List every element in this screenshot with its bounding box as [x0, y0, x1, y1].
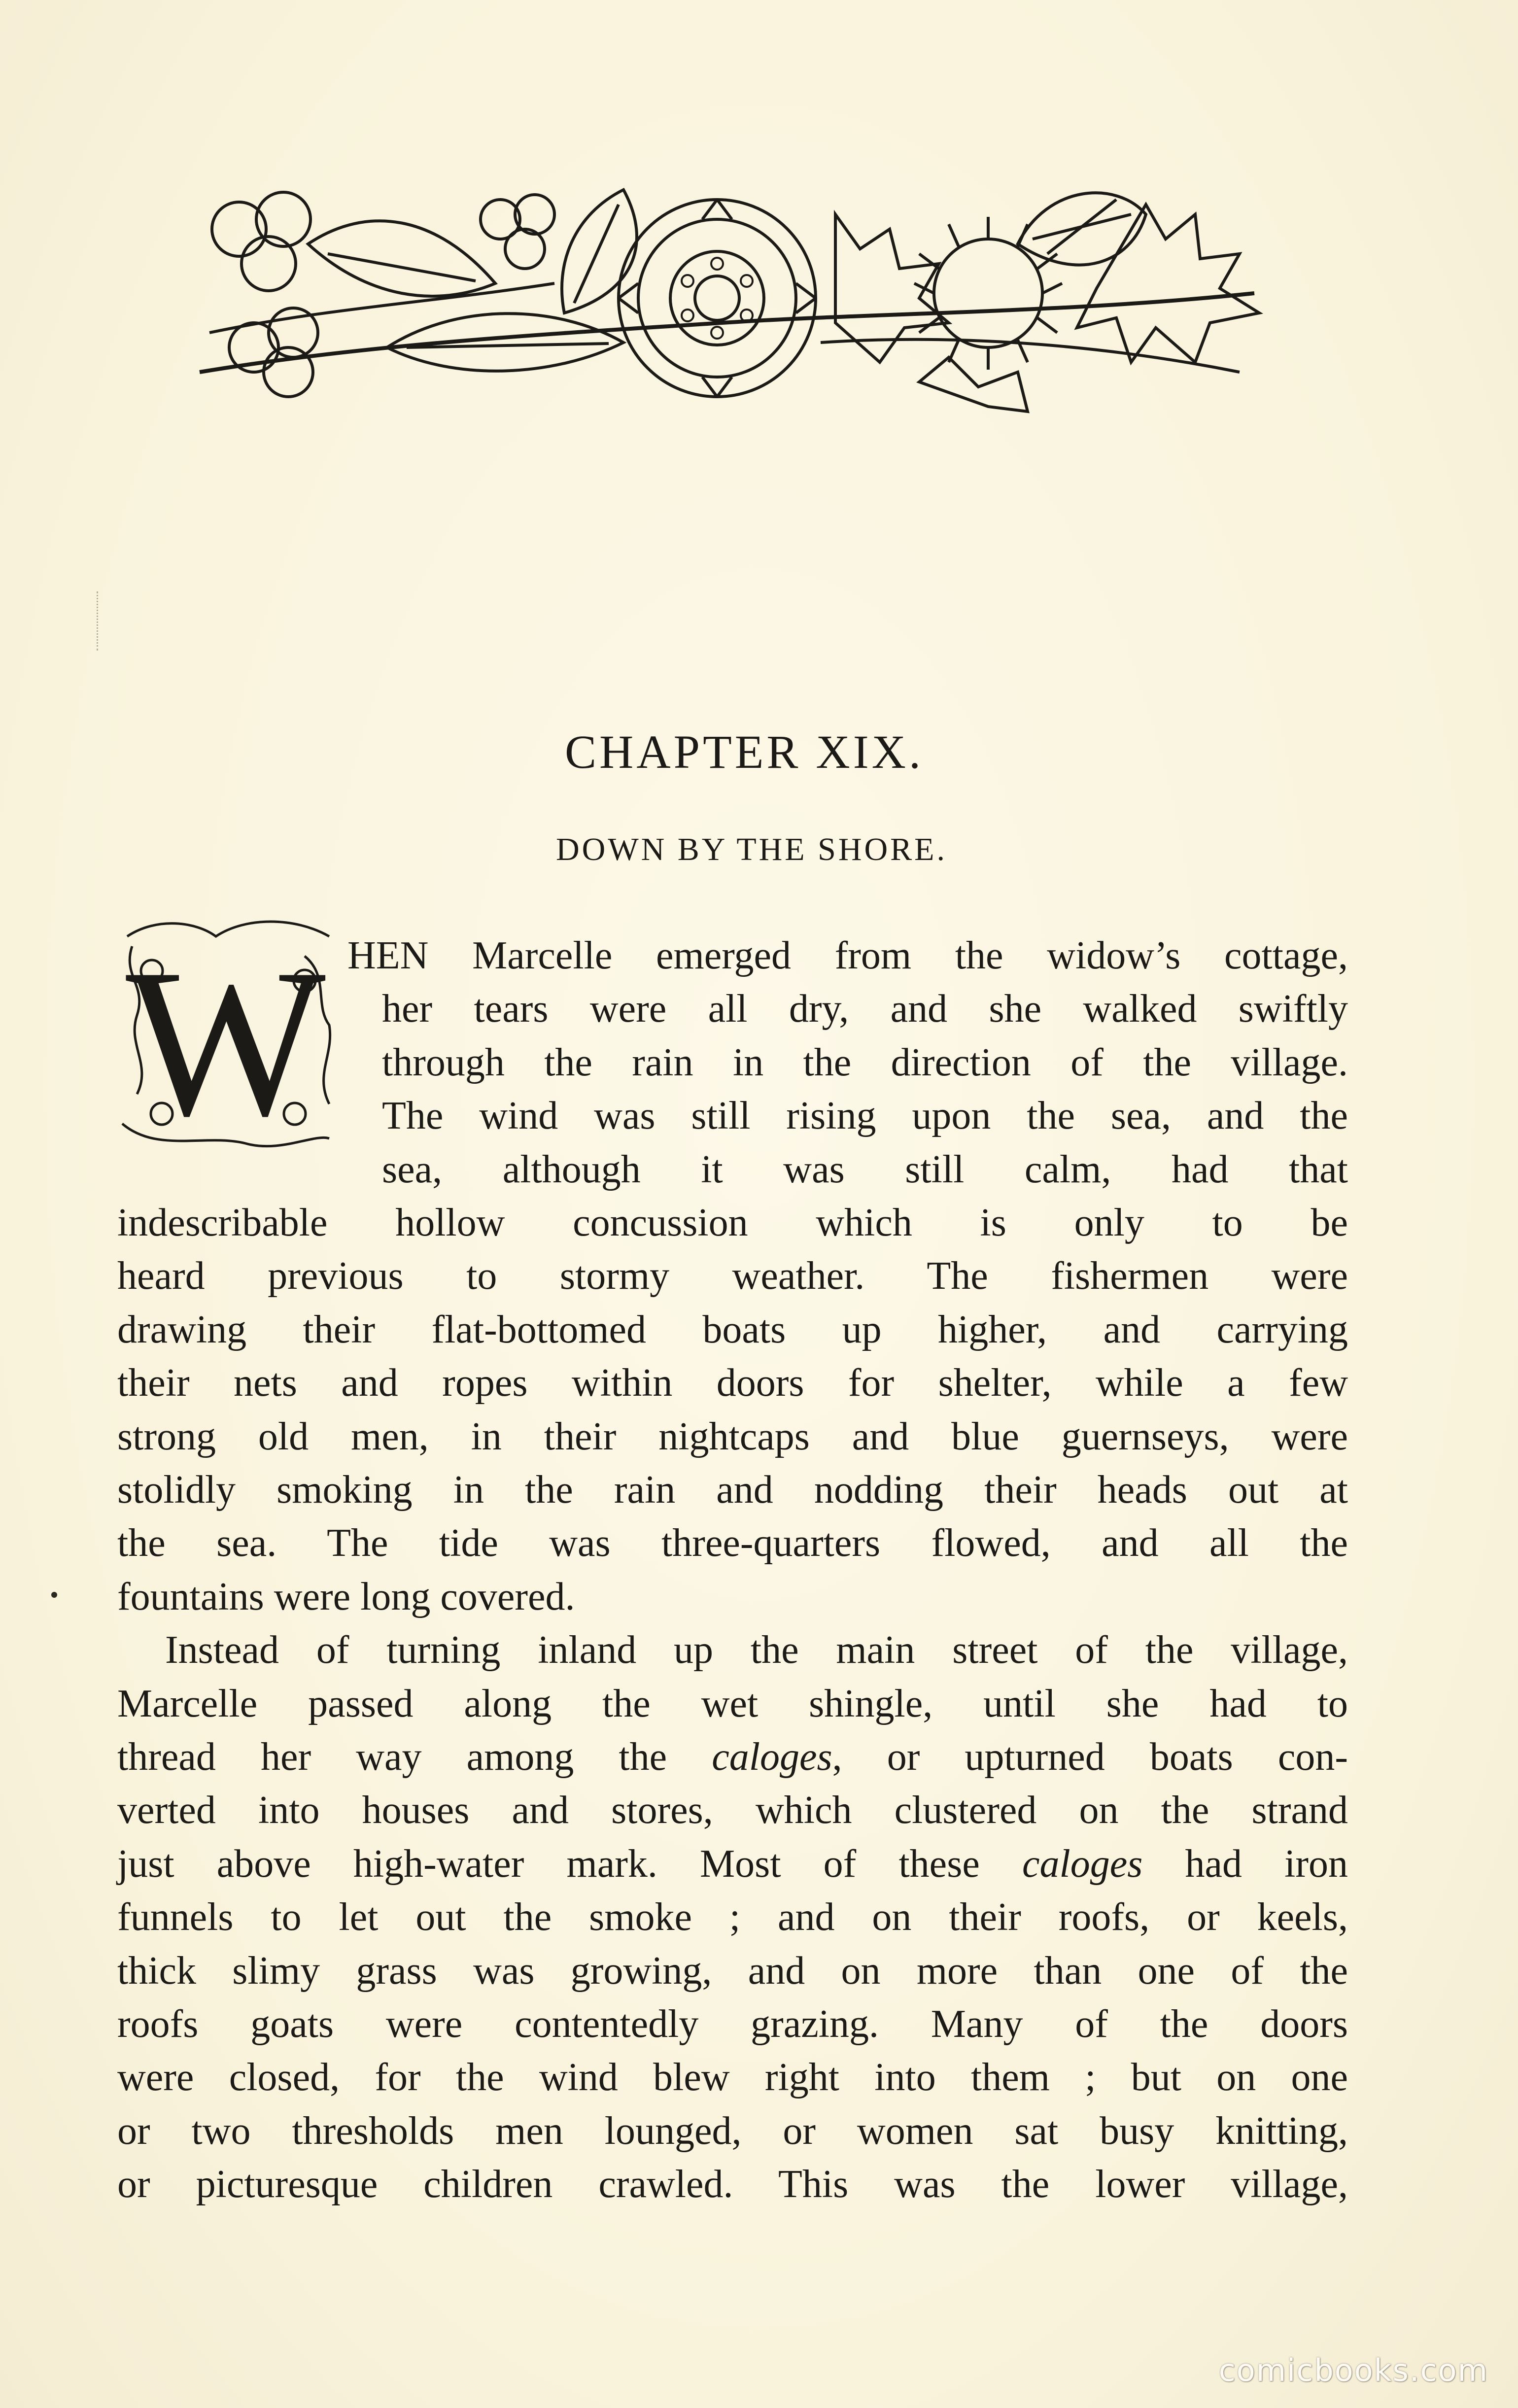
text-line: strong old men, in their nightcaps and blue guernseys, were [117, 1414, 1348, 1458]
dropcap-letter: W [126, 926, 326, 1153]
bleed-through-mark [97, 591, 100, 651]
text-line: Marcelle passed along the wet shingle, until she had to [117, 1682, 1348, 1725]
text-line: heard previous to stormy weather. The fishermen were [117, 1254, 1348, 1298]
text-line: Instead of turning inland up the main street of the village, [165, 1628, 1348, 1672]
text-line: the sea. The tide was three-quarters flowed, and all the [117, 1521, 1348, 1565]
text-line: fountains were long covered. [117, 1575, 575, 1618]
floral-headpiece-ornament [180, 185, 1274, 421]
text-line: The wind was still rising upon the sea, and the [382, 1094, 1348, 1138]
text-line: indescribable hollow concussion which is only to be [117, 1201, 1348, 1244]
text-line: her tears were all dry, and she walked swiftly [382, 987, 1348, 1031]
chapter-title: CHAPTER XIX. [564, 725, 924, 778]
text-line: sea, although it was still calm, had that [382, 1147, 1348, 1191]
text-line: or two thresholds men lounged, or women sat busy knitting, [117, 2109, 1348, 2153]
text-line: just above high-water mark. Most of these caloges had iron [117, 1842, 1348, 1886]
text-line: verted into houses and stores, which clustered on the strand [117, 1789, 1348, 1832]
text-line: roofs goats were contentedly grazing. Many of the doors [117, 2002, 1348, 2046]
text-line: their nets and ropes within doors for shelter, while a few [117, 1361, 1348, 1405]
text-line: stolidly smoking in the rain and nodding their heads out at [117, 1468, 1348, 1512]
text-line: funnels to let out the smoke ; and on their roofs, or keels, [117, 1895, 1348, 1939]
stray-ink-dot [51, 1592, 57, 1598]
text-line: or picturesque children crawled. This was the lower village, [117, 2163, 1348, 2206]
text-line: thick slimy grass was growing, and on more than one of the [117, 1949, 1348, 1993]
text-line: through the rain in the direction of the village. [382, 1040, 1348, 1084]
watermark: comicbooks.com [1218, 2352, 1488, 2388]
text-line: drawing their flat-bottomed boats up higher, and carrying [117, 1307, 1348, 1351]
text-line: HEN Marcelle emerged from the widow’s cottage, [347, 934, 1348, 977]
text-line: were closed, for the wind blew right into them ; but on one [117, 2056, 1348, 2099]
decorated-initial [117, 917, 334, 1153]
chapter-subtitle: DOWN BY THE SHORE. [556, 831, 947, 867]
text-line: thread her way among the caloges, or upturned boats con- [117, 1735, 1348, 1779]
